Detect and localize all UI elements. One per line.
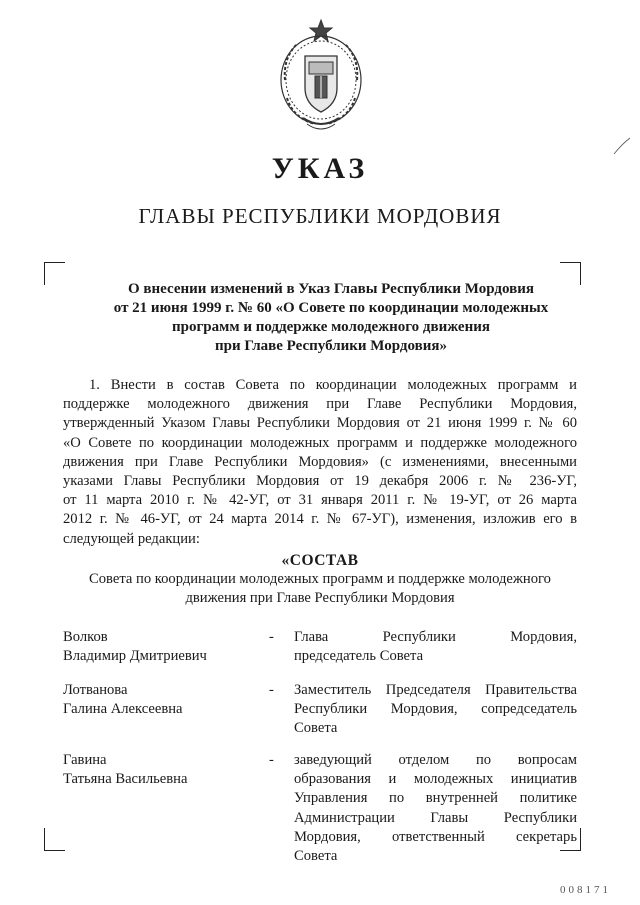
member-role-line: Республики Мордовия, сопредседатель [294,701,577,718]
composition-subtitle-line: Совета по координации молодежных программ и поддержке молодежного [89,571,551,587]
decree-body [63,376,577,549]
composition-title: «СОСТАВ [281,552,359,569]
member-role [294,628,577,666]
heading-line: от 21 июня 1999 г. № 60 «О Совете по координации молодежных [113,300,549,316]
member-role-line: Глава Республики Мордовия, [294,629,577,645]
body-line: утвержденный Указом Главы Республики Мордовия от 21 июня 1999 г. № 60 [63,415,577,432]
body-line: поддержке молодежного движения при Главе Республики Мордовия, [63,396,577,413]
heading-line: при Главе Республики Мордовия» [215,338,447,354]
member-role-line: Заместитель Председателя Правительства [294,682,577,698]
body-line: 2012 г. № 46-УГ, от 24 марта 2014 г. № 67-УГ), изменения, изложив его в [63,511,577,528]
corner-mark-bottom-left [44,828,65,851]
body-line: указами Главы Республики Мордовия от 19 декабря 2006 г. № 236-УГ, [63,473,577,490]
member-dash: - [269,682,274,698]
body-line: 1. Внести в состав Совета по координации молодежных программ и [89,377,577,393]
composition-subtitle-line: движения при Главе Республики Мордовия [185,590,455,606]
member-role [294,751,577,866]
corner-mark-top-left [44,262,65,285]
body-line: движения при Главе Республики Мордовия» (с изменениями, внесенными [63,453,577,470]
member-role [294,681,577,739]
body-line: от 11 марта 2010 г. № 42-УГ, от 31 января 2011 г. № 19-УГ, от 26 марта [63,492,577,509]
member-given-names: Татьяна Васильевна [63,771,188,788]
decree-heading [95,280,567,356]
member-dash: - [269,629,274,645]
member-role-line: Управления по внутренней политике [294,790,577,807]
composition-subtitle [60,570,580,608]
member-name [63,751,263,789]
member-role-line: Мордовия, ответственный секретарь [294,828,577,845]
member-surname: Лотванова [63,682,128,698]
body-line: следующей редакции: [63,530,200,547]
document-title: УКАЗ [271,152,369,185]
member-dash: - [269,752,274,768]
document-subtitle: ГЛАВЫ РЕСПУБЛИКИ МОРДОВИЯ [138,204,502,228]
coat-of-arms-icon [275,18,367,136]
body-line: «О Совете по координации молодежных программ и поддержке молодежного [63,434,577,451]
member-surname: Волков [63,629,108,645]
member-role-line: Совета [294,720,338,737]
member-role-line: Администрации Главы Республики [294,809,577,826]
member-given-names: Владимир Дмитриевич [63,648,207,665]
member-role-line: председатель Совета [294,648,424,665]
heading-line: О внесении изменений в Указ Главы Республики Мордовия [128,281,534,297]
heading-line: программ и поддержке молодежного движения [172,319,490,335]
member-role-line: Совета [294,848,338,865]
member-role-line: образования и молодежных инициатив [294,771,577,788]
page-serial-number: 008171 [560,884,611,896]
member-given-names: Галина Алексеевна [63,701,183,718]
member-role-line: заведующий отделом по вопросам [294,752,577,768]
member-surname: Гавина [63,752,107,768]
member-name [63,681,263,719]
member-name [63,628,263,666]
